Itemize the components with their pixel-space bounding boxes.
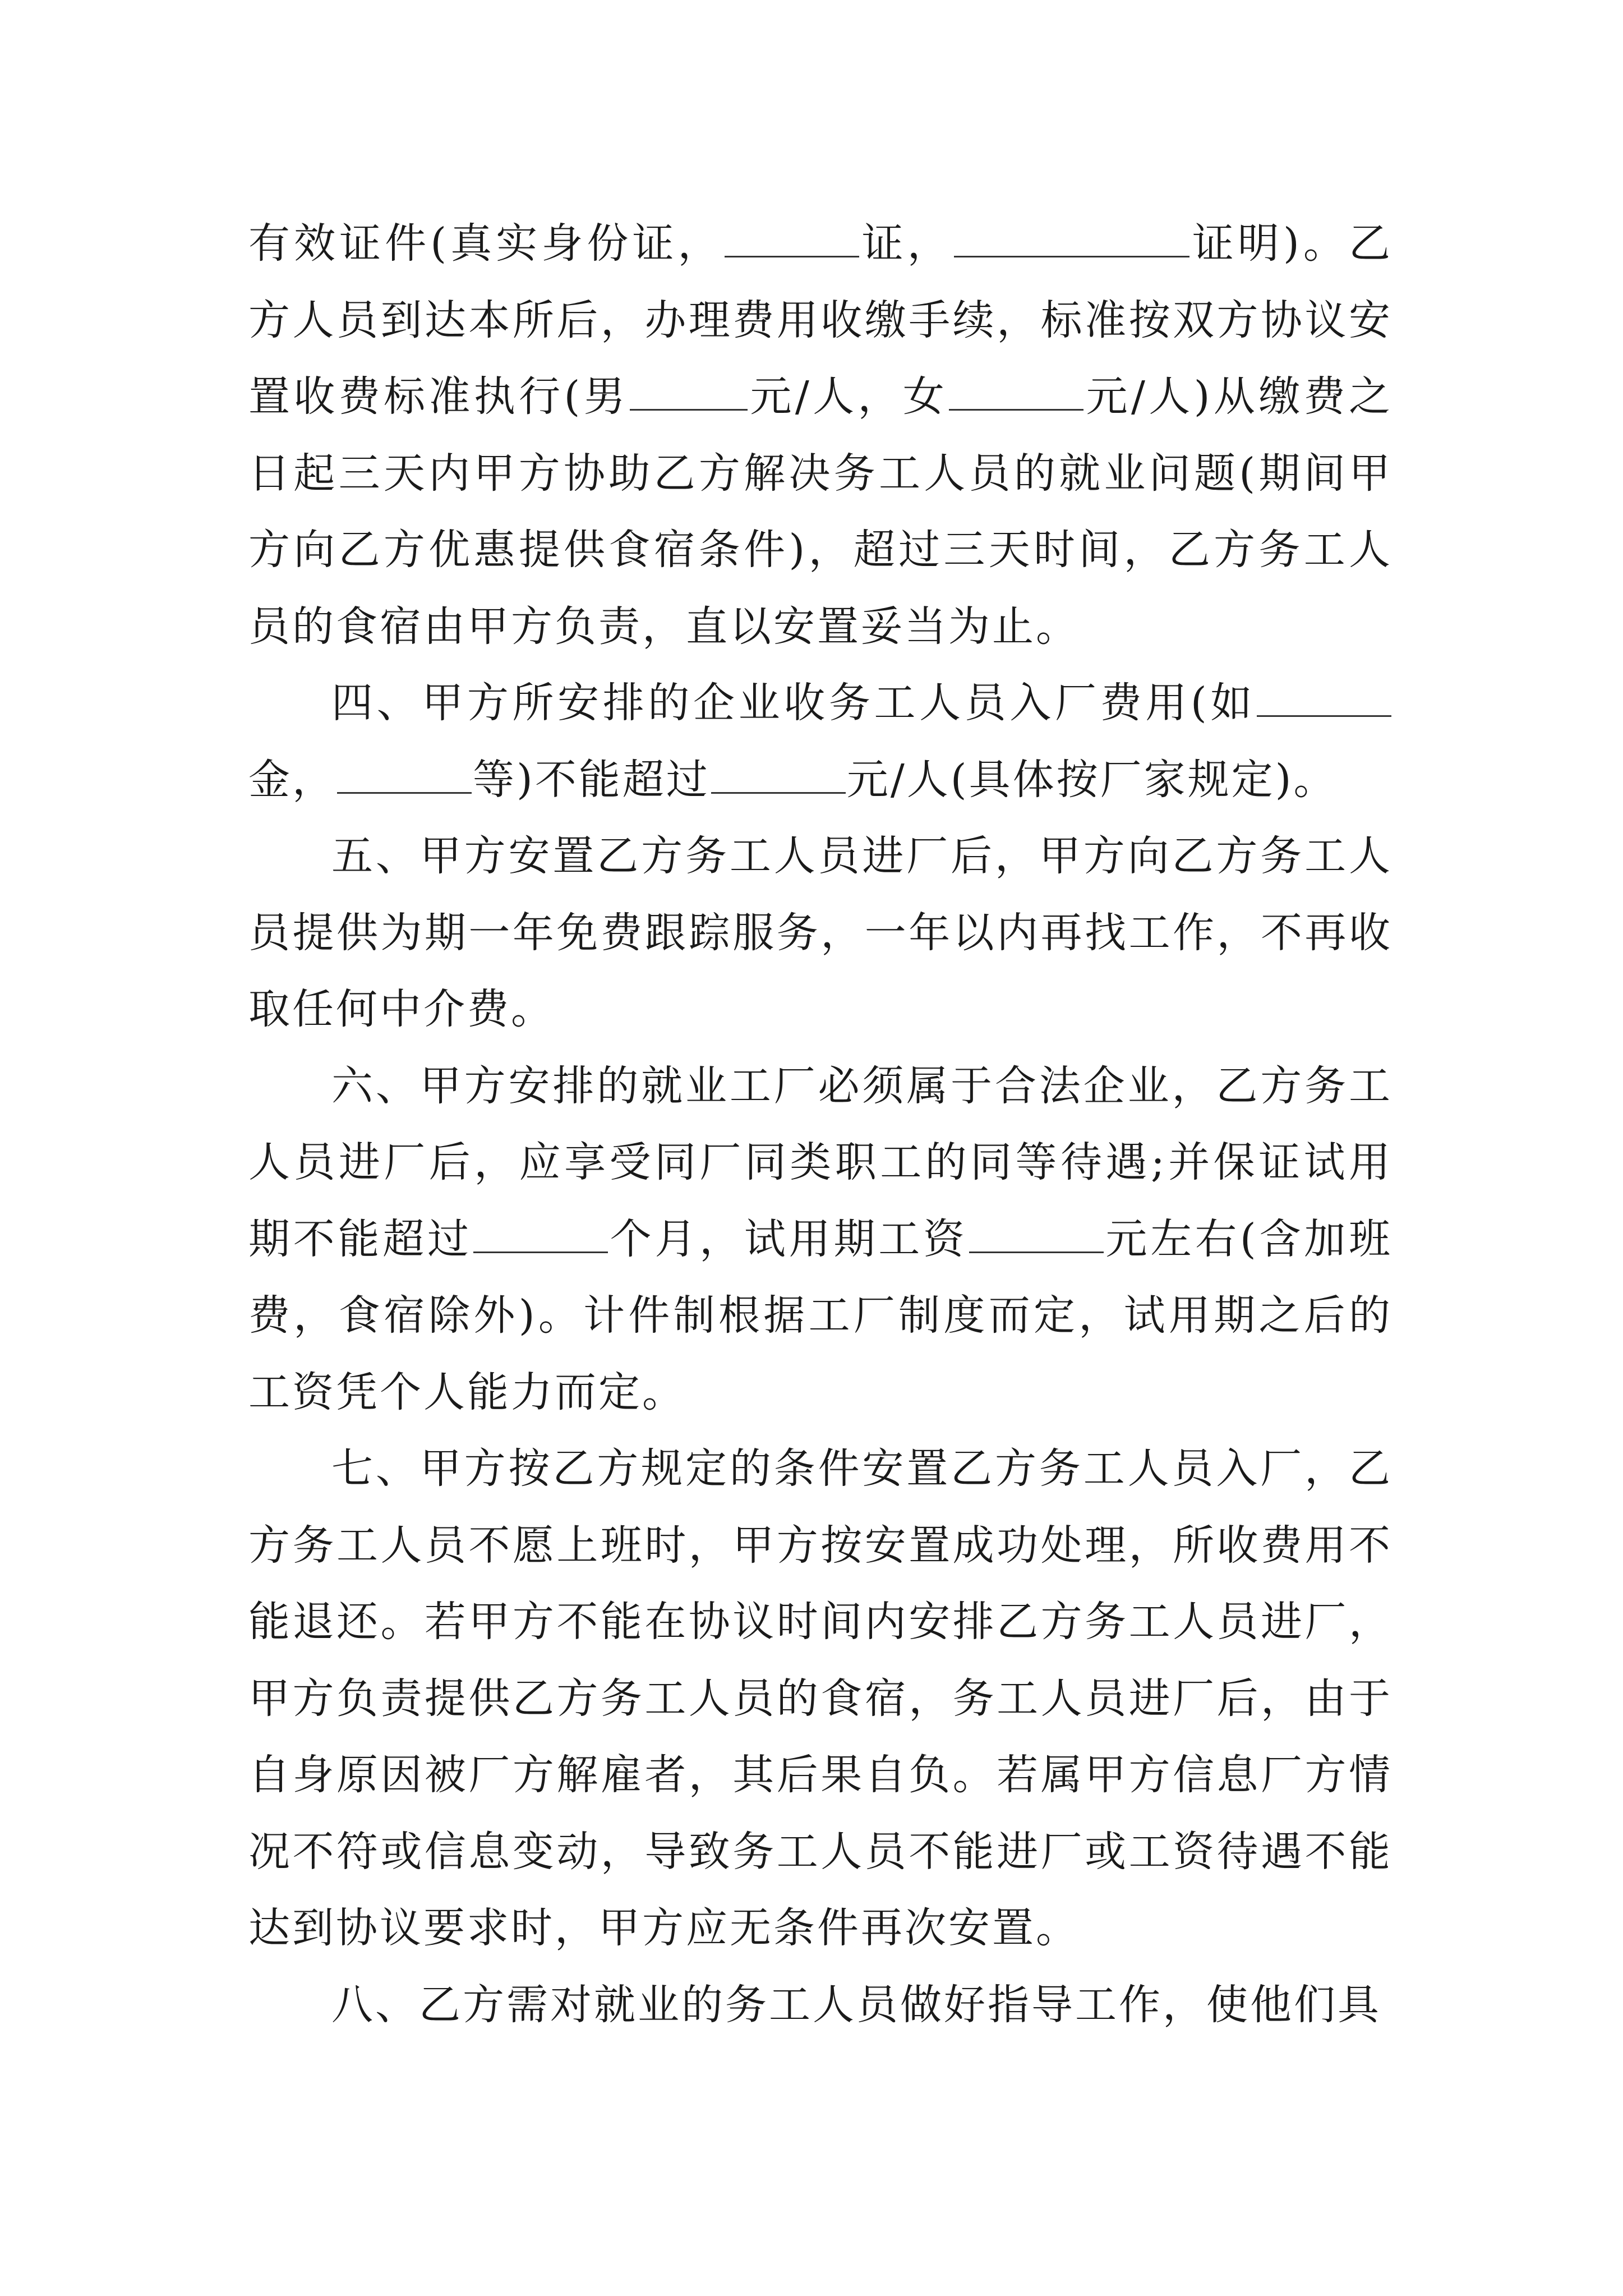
fill-in-blank [337, 758, 472, 794]
fill-in-blank [711, 758, 846, 794]
fill-in-blank [969, 1218, 1104, 1253]
paragraph-text: 证， [860, 219, 953, 268]
paragraph-text: 证明)。乙方人员到达本所后，办理费用收缴手续，标准按双方协议安置收费标准执行(男 [248, 219, 1393, 421]
paragraph [248, 818, 1393, 1048]
fill-in-blank [1257, 682, 1391, 717]
paragraph-text: 七、甲方按乙方规定的条件安置乙方务工人员入厂，乙方务工人员不愿上班时，甲方按安置成功处理，所收费用不能退还。若甲方不能在协议时间内安排乙方务工人员进厂，甲方负责提供乙方务工人员的食宿，务工人员进厂后，由于自身原因被厂方解雇者，其后果自负。若属甲方信息厂方情况不符或信息变动，导致务工人员不能进厂或工资待遇不能达到协议要求时，甲方应无条件再次安置。 [248, 1444, 1393, 1952]
paragraph-text: 八、乙方需对就业的务工人员做好指导工作，使他们具 [331, 1980, 1381, 2029]
fill-in-blank [725, 222, 859, 257]
paragraph-text: 六、甲方安排的就业工厂必须属于合法企业，乙方务工人员进厂后，应享受同厂同类职工的同等待遇;并保证试用期不能超过 [248, 1061, 1393, 1263]
paragraph-text: 元/人(具体按厂家规定)。 [846, 755, 1338, 804]
paragraph-text: 五、甲方安置乙方务工人员进厂后，甲方向乙方务工人员提供为期一年免费跟踪服务，一年以内再找工作，不再收取任何中介费。 [248, 832, 1393, 1033]
fill-in-blank [630, 375, 748, 411]
paragraph-text: 元/人)从缴费之日起三天内甲方协助乙方解决务工人员的就业问题(期间甲方向乙方优惠提供食宿条件)，超过三天时间，乙方务工人员的食宿由甲方负责，直以安置妥当为止。 [248, 372, 1393, 651]
document-body [248, 205, 1393, 2043]
paragraph-text: 金， [248, 755, 336, 804]
paragraph [248, 1430, 1393, 1967]
fill-in-blank [949, 375, 1083, 411]
paragraph-text: 四、甲方所安排的企业收务工人员入厂费用(如 [331, 679, 1256, 727]
paragraph-text: 等)不能超过 [473, 755, 710, 804]
fill-in-blank [473, 1218, 608, 1253]
paragraph-text: 元左右(含加班费，食宿除外)。计件制根据工厂制度而定，试用期之后的工资凭个人能力而定。 [248, 1214, 1393, 1416]
paragraph-text: 元/人，女 [749, 372, 948, 421]
paragraph-text: 个月，试用期工资 [608, 1214, 968, 1263]
paragraph-text: 有效证件(真实身份证， [248, 219, 723, 268]
paragraph [248, 665, 1393, 818]
paragraph [248, 1967, 1393, 2044]
fill-in-blank [954, 222, 1189, 257]
paragraph [248, 205, 1393, 665]
paragraph [248, 1048, 1393, 1431]
